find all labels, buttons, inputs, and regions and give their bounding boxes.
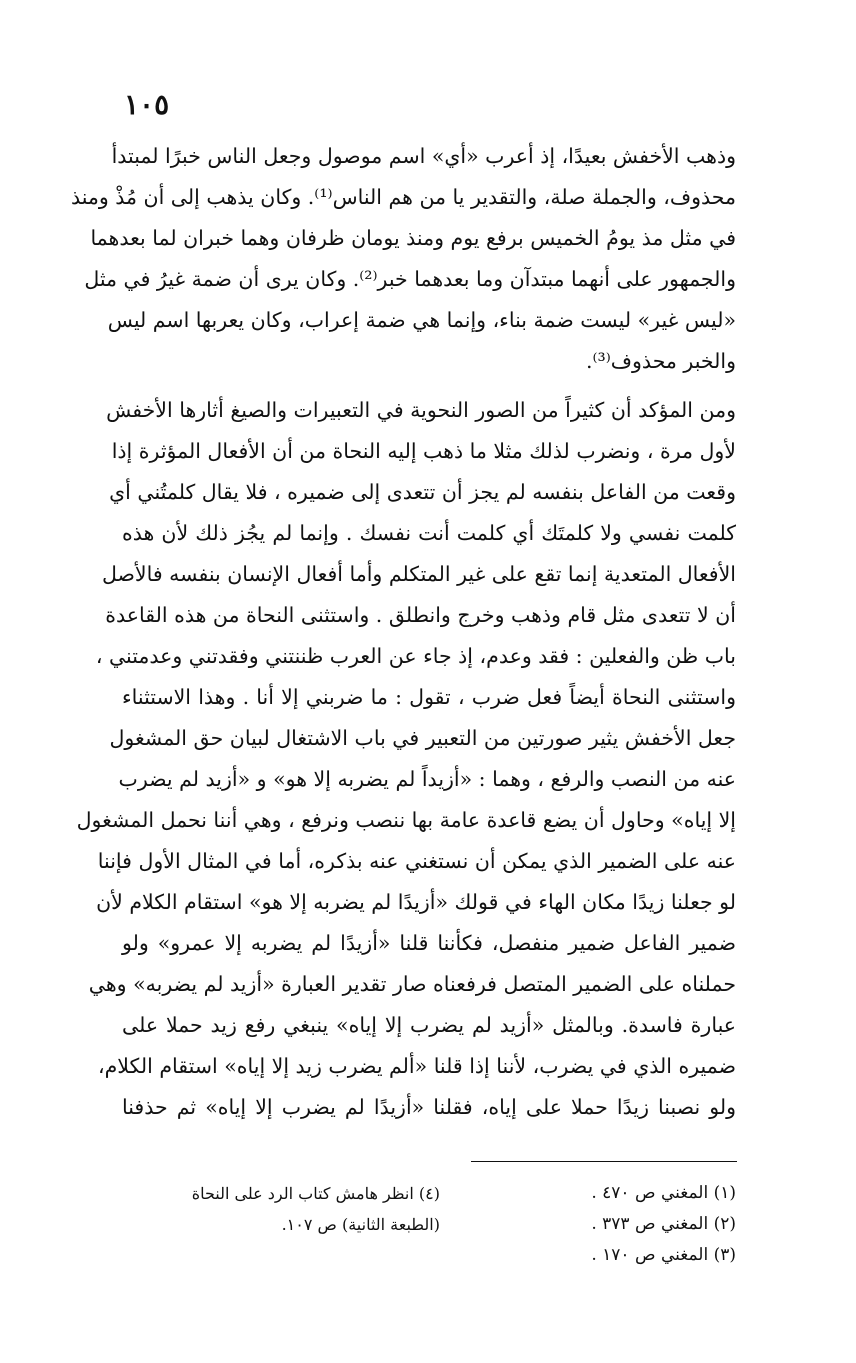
footnote-divider (471, 1161, 737, 1162)
text-line: والخبر محذوف⁽³⁾. (585, 349, 736, 373)
text-line: في مثل مذ يومُ الخميس برفع يوم ومنذ يومان ظرفان وهما خبران لما بعدهما (90, 226, 736, 250)
page-number: ١٠٥ (124, 88, 170, 121)
text-line: محذوف، والجملة صلة، والتقدير يا من هم الناس⁽¹⁾. وكان يذهب إلى أن مُذْ ومنذ (70, 185, 736, 209)
text-line: حملناه على الضمير المتصل فرفعناه صار تقدير العبارة «أزيد لم يضربه» وهي (88, 972, 736, 996)
text-line: واستثنى النحاة أيضاً فعل ضرب ، تقول : ما ضربني إلا أنا . وهذا الاستثناء (122, 685, 736, 709)
text-line: كلمت نفسي ولا كلمتَك أي كلمت أنت نفسك . وإنما لم يجُز ذلك لأن هذه (122, 521, 736, 545)
text-line: وقعت من الفاعل بنفسه لم يجز أن تتعدى إلى ضميره ، فلا يقال كلمتُني أي (109, 480, 736, 504)
footnote-2: (٢) المغني ص ٣٧٣ . (591, 1214, 736, 1234)
footnotes-right-column (470, 1178, 736, 1271)
footnote-3: (٣) المغني ص ١٧٠ . (591, 1245, 736, 1265)
paragraph-1 (70, 136, 736, 382)
footnote-1: (١) المغني ص ٤٧٠ . (591, 1183, 736, 1203)
text-line: وذهب الأخفش بعيدًا، إذ أعرب «أي» اسم موصول وجعل الناس خبرًا لمبتدأ (111, 144, 736, 168)
text-line: لأول مرة ، ونضرب لذلك مثلا ما ذهب إليه النحاة من أن الأفعال المؤثرة إذا (111, 439, 736, 463)
text-line: «ليس غير» ليست ضمة بناء، وإنما هي ضمة إعراب، وكان يعربها اسم ليس (107, 308, 736, 332)
footnote-4: (٤) انظر هامش كتاب الرد على النحاة (191, 1184, 440, 1203)
text-line: جعل الأخفش يثير صورتين من التعبير في باب الاشتغال لبيان حق المشغول (109, 726, 736, 750)
text-line: إلا إياه» وحاول أن يضع قاعدة عامة بها ننصب ونرفع ، وهي أننا نحمل المشغول (76, 808, 736, 832)
text-line: باب ظن والفعلين : فقد وعدم، إذ جاء عن العرب ظننتني وفقدتني وعدمتني ، (95, 644, 736, 668)
text-line: لو جعلنا زيدًا مكان الهاء في قولك «أزيدًا لم يضربه إلا هو» استقام الكلام لأن (96, 890, 736, 914)
text-line: ضميره الذي في يضرب، لأننا إذا قلنا «ألم يضرب زيد إلا إياه» استقام الكلام، (98, 1054, 736, 1078)
text-line: الأفعال المتعدية إنما تقع على غير المتكلم وأما أفعال الإنسان بنفسه فالأصل (102, 562, 736, 586)
text-line: ومن المؤكد أن كثيراً من الصور النحوية في التعبيرات والصيغ أثارها الأخفش (106, 398, 736, 422)
paragraph-2 (76, 390, 736, 1128)
text-line: والجمهور على أنهما مبتدآن وما بعدهما خبر⁽²⁾. وكان يرى أن ضمة غيرُ في مثل (84, 267, 736, 291)
text-line: عنه على الضمير الذي يمكن أن نستغني عنه بذكره، أما في المثال الأول فإننا (97, 849, 736, 873)
text-line: أن لا تتعدى مثل قام وذهب وخرج وانطلق . واستثنى النحاة من هذه القاعدة (105, 603, 736, 627)
text-line: عنه من النصب والرفع ، وهما : «أزيداً لم يضربه إلا هو» و «أزيد لم يضرب (118, 767, 736, 791)
footnotes-left-column (120, 1178, 440, 1240)
body-text (70, 136, 736, 1128)
text-line: ضمير الفاعل ضمير منفصل، فكأننا قلنا «أزيدًا لم يضربه إلا عمرو» ولو (122, 931, 736, 955)
footnote-4-continued: (الطبعة الثانية) ص ١٠٧. (281, 1215, 440, 1234)
paragraph-gap (122, 382, 736, 390)
text-line: ولو نصبنا زيدًا حملا على إياه، فقلنا «أزيدًا لم يضرب إلا إياه» ثم حذفنا (122, 1095, 736, 1119)
text-line: عبارة فاسدة. وبالمثل «أزيد لم يضرب إلا إياه» ينبغي رفع زيد حملا على (122, 1013, 736, 1037)
